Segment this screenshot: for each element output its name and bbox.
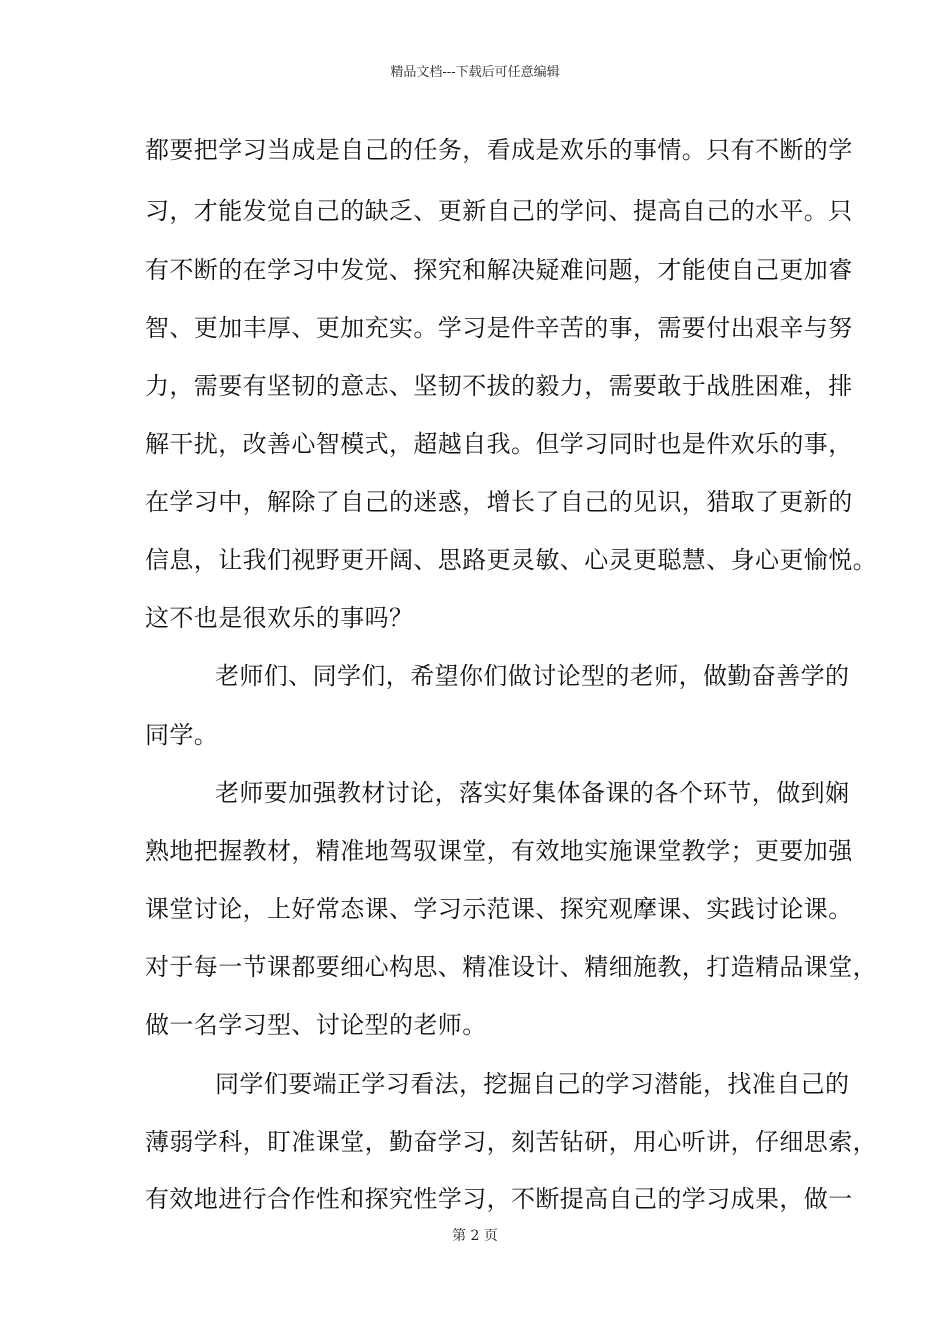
text-line: 老师要加强教材讨论，落实好集体备课的各个环节，做到娴 [215,779,850,807]
text-line: 对于每一节课都要细心构思、精准设计、精细施教，打造精品课堂， [145,953,877,981]
text-line: 解干扰，改善心智模式，超越自我。但学习同时也是件欢乐的事， [145,430,853,458]
text-line: 力，需要有坚韧的意志、坚韧不拔的毅力，需要敢于战胜困难，排 [145,372,853,400]
page-header: 精品文档---下载后可任意编辑 [390,65,560,80]
text-line: 做一名学习型、讨论型的老师。 [145,1011,487,1039]
text-line: 薄弱学科，盯准课堂，勤奋学习，刻苦钻研，用心听讲，仔细思索， [145,1128,877,1156]
page-number: 第 2 页 [452,1228,498,1244]
text-line: 熟地把握教材，精准地驾驭课堂，有效地实施课堂教学；更要加强 [145,837,853,865]
text-line: 有不断的在学习中发觉、探究和解决疑难问题，才能使自己更加睿 [145,256,853,284]
text-line: 都要把学习当成是自己的任务，看成是欢乐的事情。只有不断的学 [145,136,853,164]
text-line: 课堂讨论，上好常态课、学习示范课、探究观摩课、实践讨论课。 [145,895,853,923]
text-line: 老师们、同学们，希望你们做讨论型的老师，做勤奋善学的 [215,662,850,690]
text-line: 同学们要端正学习看法，挖掘自己的学习潜能，找准自己的 [215,1070,850,1098]
text-line: 智、更加丰厚、更加充实。学习是件辛苦的事，需要付出艰辛与努 [145,314,853,342]
text-line: 有效地进行合作性和探究性学习，不断提高自己的学习成果，做一 [145,1185,853,1213]
text-line: 这不也是很欢乐的事吗？ [145,604,414,632]
text-line: 同学。 [145,721,219,749]
text-line: 信息，让我们视野更开阔、思路更灵敏、心灵更聪慧、身心更愉悦。 [145,546,877,574]
text-line: 习，才能发觉自己的缺乏、更新自己的学问、提高自己的水平。只 [145,197,853,225]
text-line: 在学习中，解除了自己的迷惑，增长了自己的见识，猎取了更新的 [145,488,853,516]
